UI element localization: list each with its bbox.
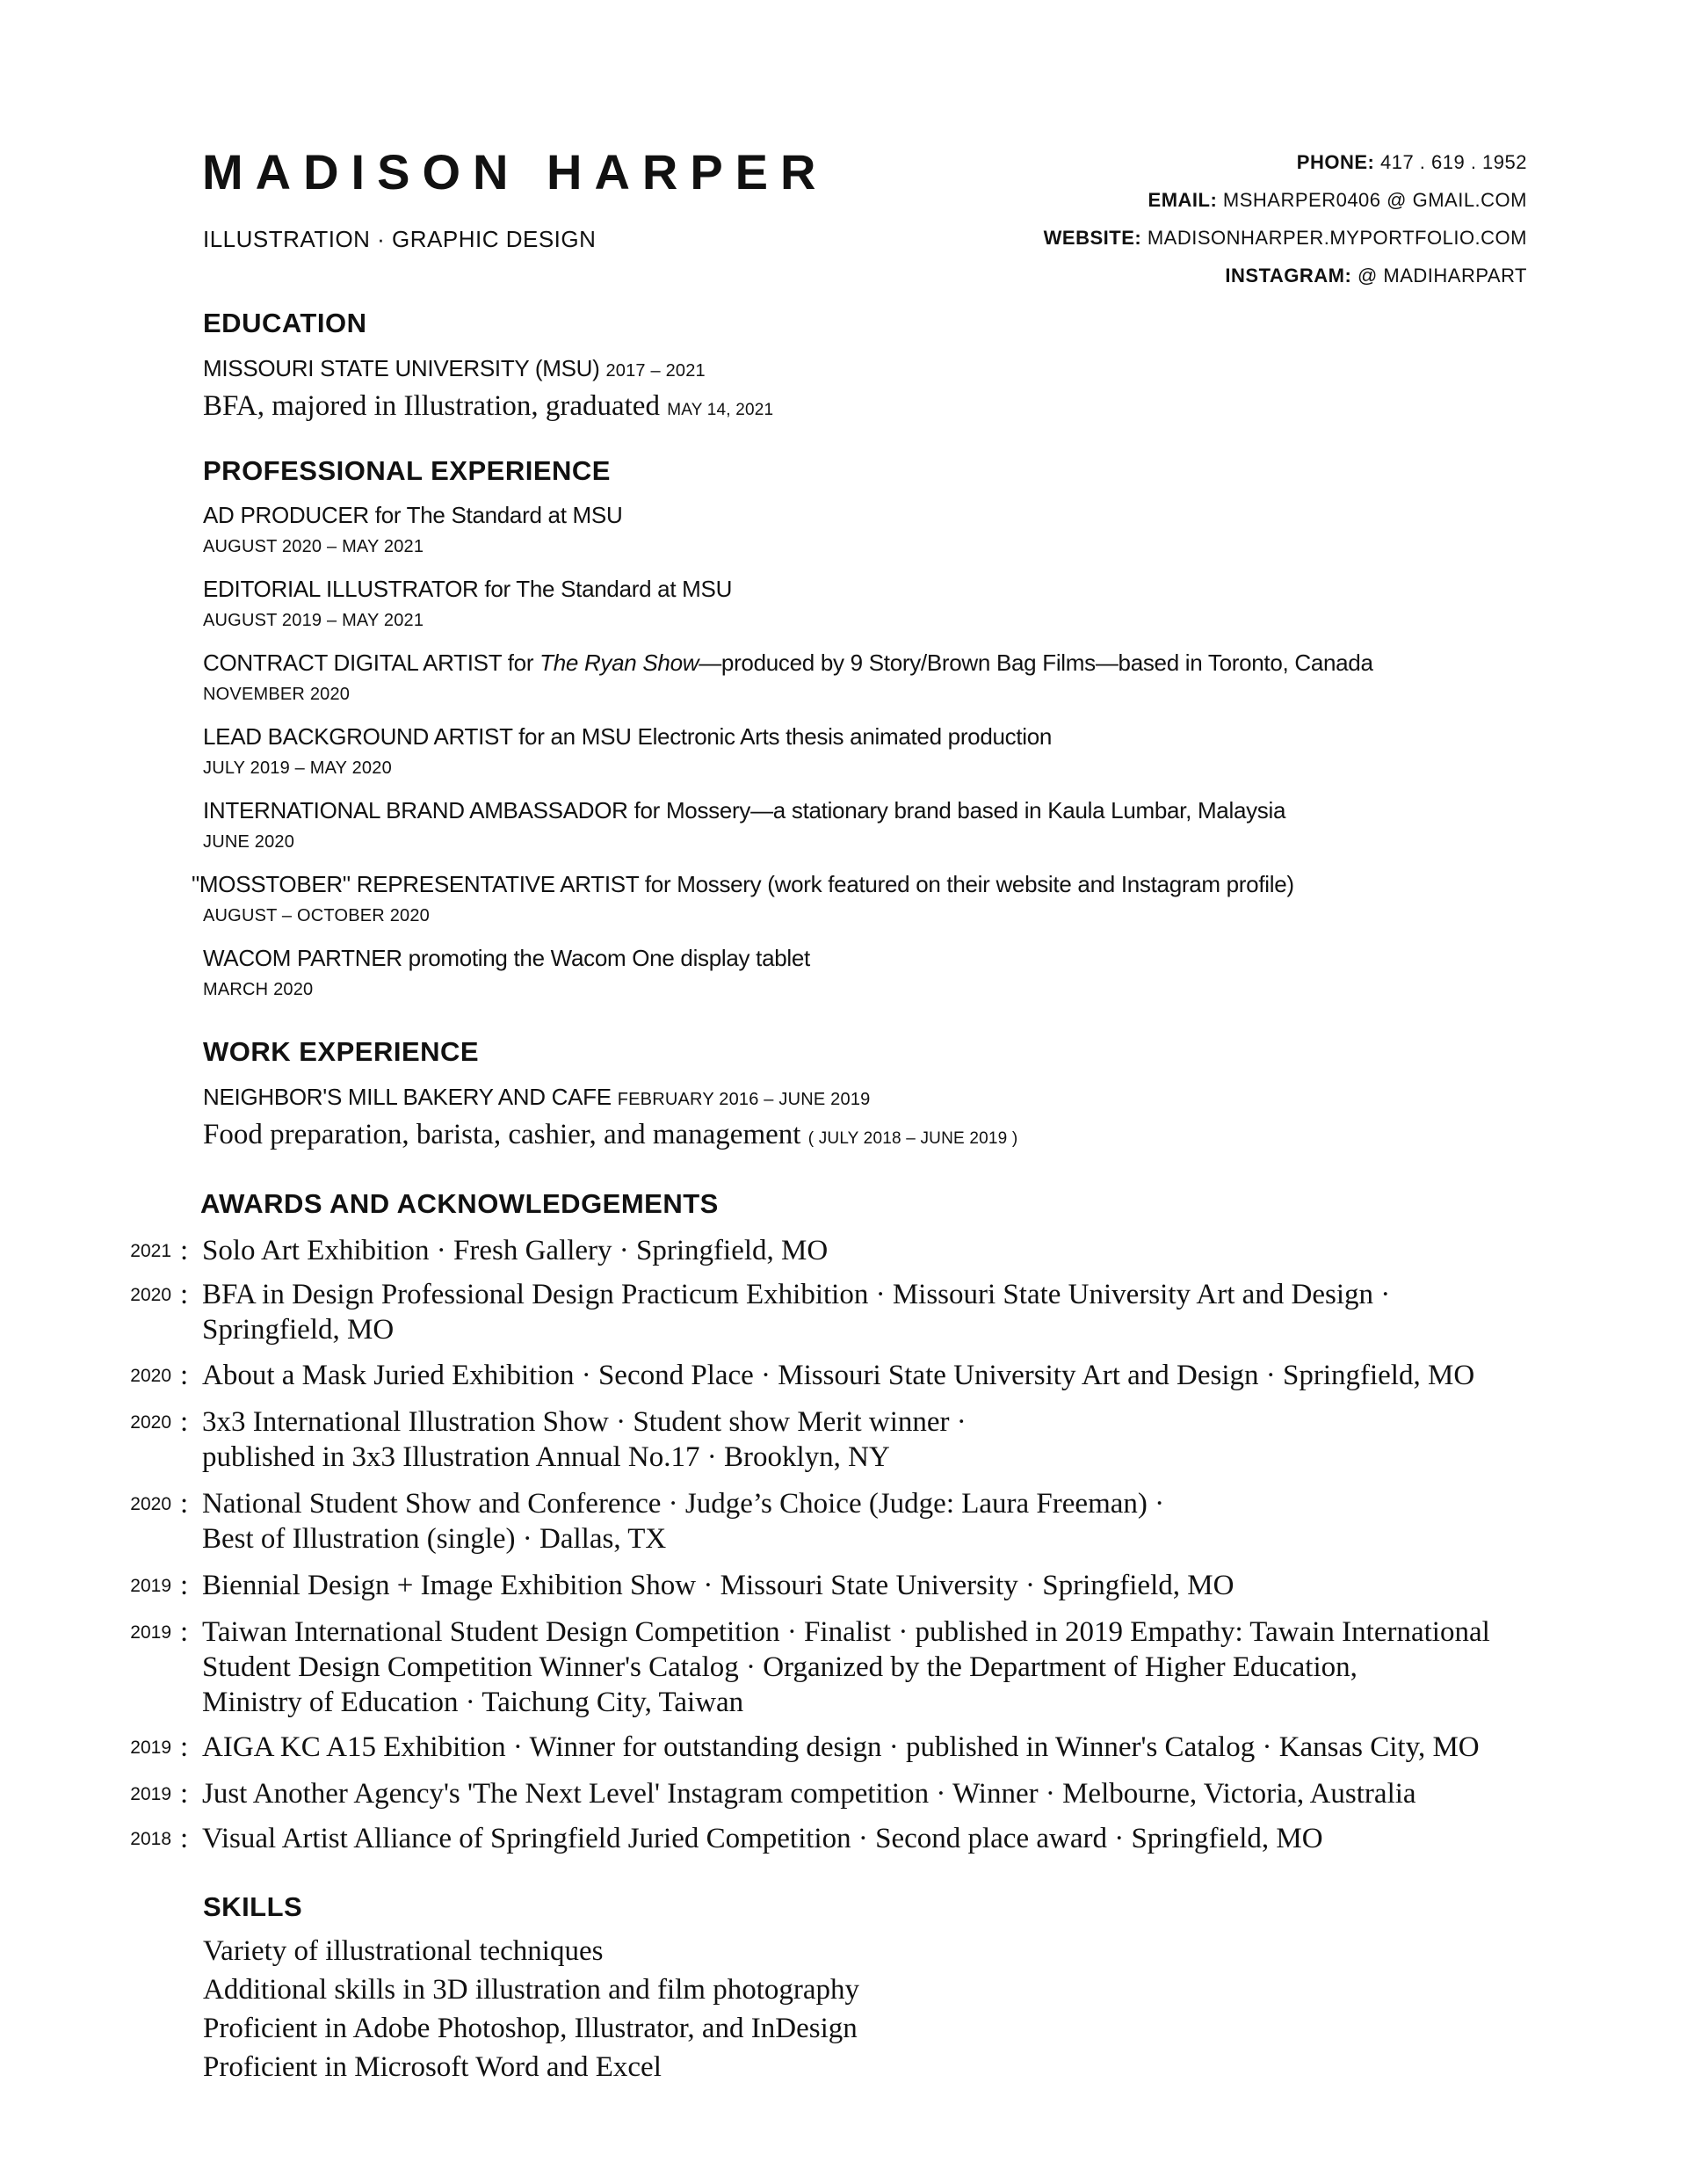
role-desc: for Mossery—a stationary brand based in Kaula Lumbar, Malaysia [627,797,1286,824]
employment-dates: FEBRUARY 2016 – JUNE 2019 [617,1090,871,1109]
experience-title [203,648,1373,678]
award-year: 2020 [130,1494,171,1514]
role-title: CONTRACT DIGITAL ARTIST [203,649,502,676]
award-item [127,1730,1551,1765]
award-line: Solo Art Exhibition · Fresh Gallery · Springfield, MO [202,1235,829,1266]
award-text [202,1730,1573,1765]
work-heading: WORK EXPERIENCE [203,1036,480,1067]
role-desc: for an MSU Electronic Arts thesis animated production [512,723,1053,750]
experience-date: NOVEMBER 2020 [203,685,351,704]
contact-instagram [1225,264,1527,288]
award-line: About a Mask Juried Exhibition · Second Place · Missouri State University Art and Design · Springfield, MO [202,1360,1475,1391]
experience-date: JUNE 2020 [203,832,295,852]
award-year: 2020 [130,1412,171,1433]
role-desc: promoting the Wacom One display tablet [402,945,810,971]
award-item [127,1358,1551,1393]
management-dates: ( JULY 2018 – JUNE 2019 ) [807,1129,1018,1148]
award-separator: : [180,1823,189,1854]
award-separator: : [180,1778,189,1810]
award-separator: : [180,1731,189,1763]
award-item [127,1486,1551,1556]
skill-item: Proficient in Adobe Photoshop, Illustrator, and InDesign [203,2013,858,2044]
award-text [202,1821,1573,1856]
award-line: BFA in Design Professional Design Practicum Exhibition · Missouri State University Art and Design · [202,1279,1391,1310]
award-line: AIGA KC A15 Exhibition · Winner for outstanding design · published in Winner's Catalog · Kansas City, MO [202,1731,1480,1763]
award-line: Springfield, MO [202,1314,395,1346]
award-year: 2019 [130,1576,171,1596]
resume-subtitle: ILLUSTRATION · GRAPHIC DESIGN [203,226,597,252]
experience-title [203,943,810,973]
education-degree [203,388,773,428]
instagram-value: @ MADIHARPART [1357,265,1527,287]
award-text [202,1404,1573,1475]
award-item [127,1233,1551,1268]
website-value: MADISONHARPER.MYPORTFOLIO.COM [1147,227,1527,249]
award-separator: : [180,1360,189,1391]
website-label: WEBSITE: [1043,227,1142,249]
experience-date: AUGUST – OCTOBER 2020 [203,906,430,925]
experience-date: AUGUST 2019 – MAY 2021 [203,611,424,630]
school-years: 2017 – 2021 [605,361,706,381]
graduation-date: MAY 14, 2021 [667,401,774,419]
award-year: 2020 [130,1366,171,1386]
role-desc-pre: for [501,649,540,676]
award-line: Biennial Design + Image Exhibition Show · Missouri State University · Springfield, MO [202,1570,1234,1601]
professional-heading: PROFESSIONAL EXPERIENCE [203,455,611,486]
contact-phone [1297,150,1527,175]
role-title: AD PRODUCER [203,502,369,528]
award-line: Visual Artist Alliance of Springfield Juried Competition · Second place award · Springfield, MO [202,1823,1323,1854]
award-year: 2019 [130,1738,171,1758]
role-desc: for The Standard at MSU [478,576,733,602]
role-desc: for The Standard at MSU [368,502,623,528]
award-year: 2020 [130,1285,171,1305]
role-title: EDITORIAL ILLUSTRATOR [203,576,479,602]
award-line: Just Another Agency's 'The Next Level' Instagram competition · Winner · Melbourne, Victoria, Australia [202,1778,1416,1810]
award-year: 2018 [130,1829,171,1849]
resume-name: MADISON HARPER [202,144,829,200]
work-duties [203,1117,1017,1157]
award-separator: : [180,1406,189,1438]
award-text [202,1277,1573,1347]
role-desc: for Mossery (work featured on their website and Instagram profile) [638,871,1294,897]
award-year: 2021 [130,1241,171,1261]
award-item [127,1821,1551,1856]
email-label: EMAIL: [1148,189,1218,211]
award-year: 2019 [130,1784,171,1804]
award-item [127,1568,1551,1603]
award-text [202,1358,1573,1393]
award-text [202,1776,1573,1811]
role-title: "MOSSTOBER" REPRESENTATIVE ARTIST [192,871,639,897]
duties-text: Food preparation, barista, cashier, and management [203,1119,801,1150]
award-line: Best of Illustration (single) · Dallas, TX [202,1523,667,1555]
award-item [127,1776,1551,1811]
experience-title [203,574,732,604]
role-title: WACOM PARTNER [203,945,402,971]
education-school [203,353,706,383]
award-separator: : [180,1616,189,1648]
award-separator: : [180,1279,189,1310]
awards-heading: AWARDS AND ACKNOWLEDGEMENTS [200,1188,719,1219]
education-heading: EDUCATION [203,308,367,338]
skill-item: Additional skills in 3D illustration and film photography [203,1974,860,2006]
experience-title [203,722,1052,751]
employer-name: NEIGHBOR'S MILL BAKERY AND CAFE [203,1084,612,1110]
skill-item: Proficient in Microsoft Word and Excel [203,2051,662,2083]
degree-text: BFA, majored in Illustration, graduated [203,390,660,422]
award-line: published in 3x3 Illustration Annual No.17 · Brooklyn, NY [202,1441,890,1473]
award-line: Student Design Competition Winner's Catalog · Organized by the Department of Higher Education, [202,1651,1358,1683]
role-title: INTERNATIONAL BRAND AMBASSADOR [203,797,628,824]
experience-title [203,500,622,530]
skill-item: Variety of illustrational techniques [203,1935,604,1967]
award-line: National Student Show and Conference · Judge’s Choice (Judge: Laura Freeman) · [202,1488,1165,1520]
award-text [202,1486,1573,1556]
contact-website [1044,226,1527,250]
award-item [127,1614,1551,1720]
award-text [202,1568,1573,1603]
instagram-label: INSTAGRAM: [1225,265,1352,287]
experience-title [203,795,1285,825]
role-title: LEAD BACKGROUND ARTIST [203,723,513,750]
skills-heading: SKILLS [203,1891,303,1922]
email-value: MSHARPER0406 @ GMAIL.COM [1222,189,1527,211]
school-name: MISSOURI STATE UNIVERSITY (MSU) [203,355,600,381]
phone-value: 417 . 619 . 1952 [1379,151,1527,173]
award-line: 3x3 International Illustration Show · Student show Merit winner · [202,1406,967,1438]
role-desc-post: —produced by 9 Story/Brown Bag Films—based in Toronto, Canada [699,649,1373,676]
work-employer [203,1082,870,1112]
award-year: 2019 [130,1622,171,1643]
award-separator: : [180,1235,189,1266]
contact-email [1148,188,1527,213]
experience-date: AUGUST 2020 – MAY 2021 [203,537,424,556]
award-separator: : [180,1488,189,1520]
award-item [127,1404,1551,1475]
award-line: Taiwan International Student Design Competition · Finalist · published in 2019 Empathy: Tawain International [202,1616,1490,1648]
award-separator: : [180,1570,189,1601]
show-title: The Ryan Show [539,649,699,676]
award-text [202,1233,1573,1268]
experience-date: JULY 2019 – MAY 2020 [203,758,392,778]
award-text [202,1614,1573,1720]
phone-label: PHONE: [1296,151,1375,173]
award-line: Ministry of Education · Taichung City, Taiwan [202,1687,744,1718]
award-item [127,1277,1551,1347]
experience-date: MARCH 2020 [203,980,314,999]
experience-title [192,869,1294,899]
